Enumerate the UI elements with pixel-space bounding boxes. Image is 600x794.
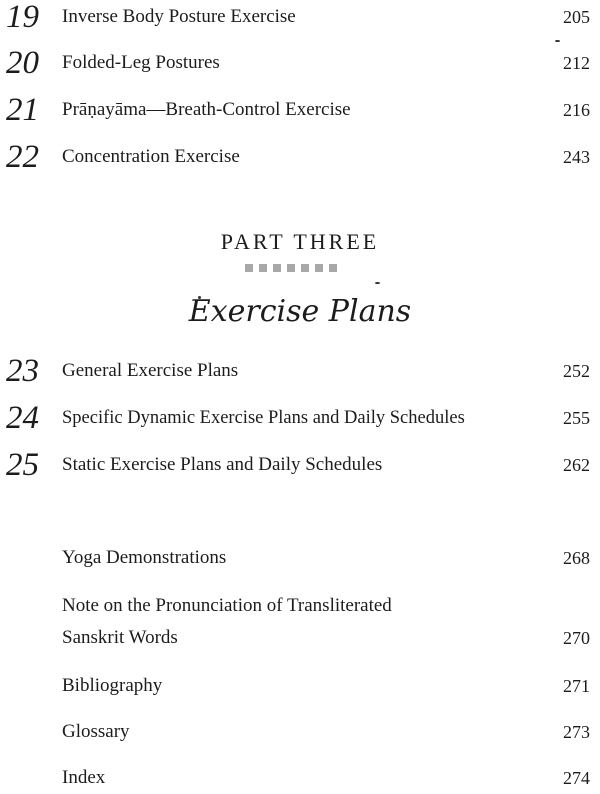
page-number: 274: [563, 768, 590, 788]
page-number: 270: [563, 628, 590, 648]
toc-entry-pronunciation-note: [0, 591, 600, 653]
ornament-square: [259, 264, 267, 272]
page-number: 271: [563, 676, 590, 696]
toc-entry-23: [0, 351, 600, 391]
ornament-square: [287, 264, 295, 272]
chapter-title: Concentration Exercise: [62, 146, 240, 167]
chapter-number: 23: [6, 353, 39, 389]
part-heading: PART THREE: [220, 229, 380, 254]
chapter-title: Static Exercise Plans and Daily Schedules: [62, 454, 383, 475]
ornament-divider: [245, 264, 337, 272]
toc-entry-19: [0, 0, 600, 37]
chapter-number: 25: [6, 447, 39, 483]
entry-title: Bibliography: [62, 675, 163, 696]
chapter-title: Inverse Body Posture Exercise: [62, 6, 296, 27]
page-number: 252: [563, 361, 590, 381]
page-number: 262: [563, 455, 590, 475]
toc-entry-21: [0, 90, 600, 130]
part-subtitle: Exercise Plans: [188, 294, 412, 329]
page-number: 216: [563, 100, 590, 120]
print-speck: [375, 282, 380, 284]
entry-title: Glossary: [62, 721, 130, 742]
toc-entry-yoga-demonstrations: [0, 543, 600, 573]
entry-title-line-2: Sanskrit Words: [62, 627, 178, 648]
page-number: 273: [563, 722, 590, 742]
page-number: 205: [563, 7, 590, 27]
page-number: 255: [563, 408, 590, 428]
page-number: 212: [563, 53, 590, 73]
page-number: 243: [563, 147, 590, 167]
chapter-title: General Exercise Plans: [62, 360, 239, 381]
chapter-title: Specific Dynamic Exercise Plans and Daily Schedules: [62, 408, 465, 428]
entry-title: Index: [62, 767, 106, 788]
toc-entry-bibliography: [0, 671, 600, 701]
chapter-number: 21: [6, 92, 39, 128]
ornament-square: [273, 264, 281, 272]
page-number: 268: [563, 548, 590, 568]
toc-entry-22: [0, 137, 600, 177]
ornament-square: [329, 264, 337, 272]
toc-entry-24: [0, 398, 600, 438]
toc-entry-25: [0, 445, 600, 485]
entry-title: Yoga Demonstrations: [62, 547, 227, 568]
toc-entry-glossary: [0, 717, 600, 747]
chapter-title: Folded-Leg Postures: [62, 52, 220, 73]
toc-entry-20: [0, 43, 600, 83]
entry-title-line-1: Note on the Pronunciation of Transliterated: [62, 595, 392, 616]
chapter-number: 22: [6, 139, 39, 175]
chapter-number: 24: [6, 400, 39, 436]
ornament-square: [301, 264, 309, 272]
print-speck: [555, 40, 560, 42]
chapter-number: 19: [6, 0, 39, 35]
chapter-title: Prāṇayāma—Breath-Control Exercise: [62, 99, 351, 120]
toc-entry-index: [0, 763, 600, 793]
ornament-square: [315, 264, 323, 272]
chapter-number: 20: [6, 45, 39, 81]
ornament-square: [245, 264, 253, 272]
